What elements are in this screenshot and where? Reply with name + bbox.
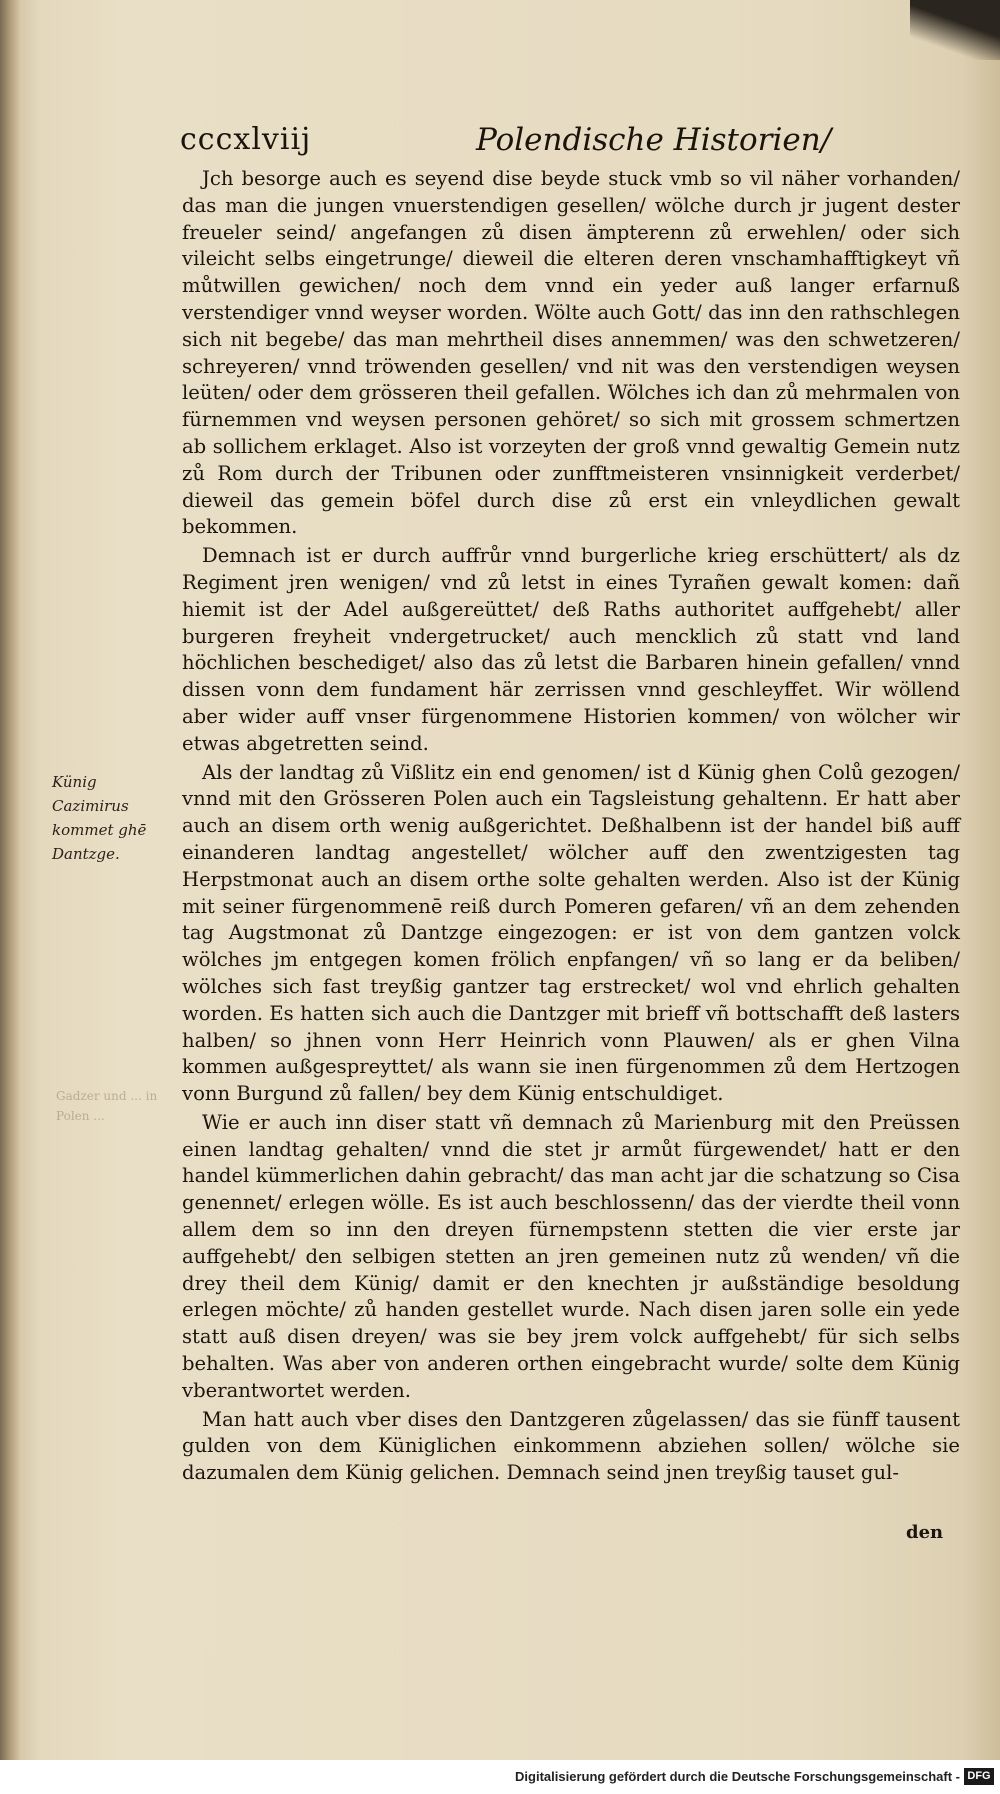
bleed-through-text: Gadzer und ... in Polen ... — [56, 1089, 158, 1123]
torn-corner — [910, 0, 1000, 60]
page-header — [180, 122, 960, 166]
folio-number: cccxlviij — [180, 122, 312, 157]
paragraph-4: Wie er auch inn diser statt vñ demnach zů Marienburg mit den Preüssen einen landtag gehalten/ vnnd die stet jr armůt fürgewendet/ hatt er den handel kümmerlichen dahin gebracht/ das man acht jar die schatzung so Cisa genennet/ erlegen wölle. Es ist auch beschlossenn/ das der vierdte theil vonn allem dem so inn den dreyen fürnempstenn stetten die vier erste jar auffgehebt/ den selbigen stetten an jren gemeinen nutz zů wenden/ vñ die drey theil dem Künig/ damit er den knechten jr außständige besoldung erlegen möchte/ zů handen gestellet wurde. Nach disen jaren solle ein yede statt auß disen dreyen/ was sie bey jrem volck auffgehebt/ für sich selbs behalten. Was aber von anderen orthen eingebracht wurde/ solte dem Künig vberantwortet werden. — [182, 1110, 960, 1402]
paragraph-3: Als der landtag zů Vißlitz ein end genomen/ ist d Künig ghen Colů gezogen/ vnnd mit den Grösseren Polen auch ein Tagsleistung gehaltenn. Er hatt aber auch an disem orth wenig außgerichtet. Deßhalbenn ist der handel biß auff einanderen landtag angestellet/ wölcher auff den zwentzigesten tag Herpstmonat auch an disem orthe solte gehalten werden. Also ist der Künig mit seiner fürgenommenē reiß durch Pomeren gefaren/ vñ an dem zehenden tag Augstmonat zů Dantzge eingezogen: er ist von dem gantzen volck wölches jm entgegen komen frölich enpfangen/ vñ so lang er da beliben/ wölches sich fast treyßig gantzer tag erstrecket/ wol vnd ehrlich gehalten worden. Es hatten sich auch die Dantzger mit brieff vñ bottschafft deß lasters halben/ so jhnen vonn Herr Heinrich vonn Plauwen/ als er ghen Vilna kommen außgespreyttet/ als wann sie inen fürgenommen zů dem Hertzogen vonn Burgund zů fallen/ bey dem Künig entschuldiget. — [182, 760, 960, 1106]
dfg-logo: DFG — [964, 1768, 994, 1785]
running-title: Polendische Historien/ — [476, 122, 832, 158]
paragraph-2: Demnach ist er durch auffrůr vnnd burgerliche krieg erschüttert/ als dz Regiment jren wenigen/ vnd zů letst in eines Tyrañen gewalt komen: dañ hiemit ist der Adel außgereüttet/ deß Raths authoritet auffgehebt/ aller burgeren freyheit vndergetrucket/ auch mencklich zů statt vnd land höchlichen beschediget/ also das zů letst die Barbaren hinein gefallen/ vnnd dissen vonn dem fundament här zerrissen vnnd geschleyffet. Wir wöllend aber wider auff vnser fürgenommene Historien kommen/ von wölcher wir etwas abgetretten seind. — [182, 544, 960, 755]
digitization-footer — [0, 1760, 1000, 1794]
catchword: den — [906, 1522, 944, 1543]
funding-credit: Digitalisierung gefördert durch die Deutsche Forschungsgemeinschaft - — [515, 1769, 960, 1784]
gutter-shadow — [0, 0, 20, 1760]
body-text — [182, 166, 960, 1489]
marginal-note: Künig Cazimirus kommet ghē Dantzge. — [52, 773, 147, 863]
paragraph-5: Man hatt auch vber dises den Dantzgeren zůgelassen/ das sie fünff tausent gulden von dem Küniglichen einkommenn abziehen sollen/ wölche sie dazumalen dem Künig gelichen. Demnach seind jnen treyßig tauset gul- — [182, 1407, 960, 1485]
paragraph-1: Jch besorge auch es seyend dise beyde stuck vmb so vil näher vorhanden/ das man die jungen vnuerstendigen gesellen/ wölche durch jr jugent dester freueler seind/ angefangen zů disen ämpterenn zů erwehlen/ oder sich vileicht selbs eingetrunge/ dieweil die elteren deren vnschamhafftigkeyt vñ můtwillen gewichen/ noch dem vnnd ein yeder auß langer erfarnuß verstendiger vnnd weyser worden. Wölte auch Gott/ das inn den rathschlegen sich nit begebe/ das man mehrtheil dises annemmen/ was den schwetzeren/ schreyeren/ vnnd tröwenden gesellen/ vnd nit was den verstendigen weysen leüten/ oder dem grösseren theil gefallen. Wölches ich dan zů mehrmalen von fürnemmen vnd weysen personen gehöret/ so sich mit grossem schmertzen ab sollichem erklaget. Also ist vorzeyten der groß vnnd gewaltig Gemein nutz zů Rom durch der Tribunen oder zunfftmeisteren vnsinnigkeit verderbet/ dieweil das gemein böfel durch dise zů erst ein vnleydlichen gewalt bekommen. — [182, 167, 960, 539]
